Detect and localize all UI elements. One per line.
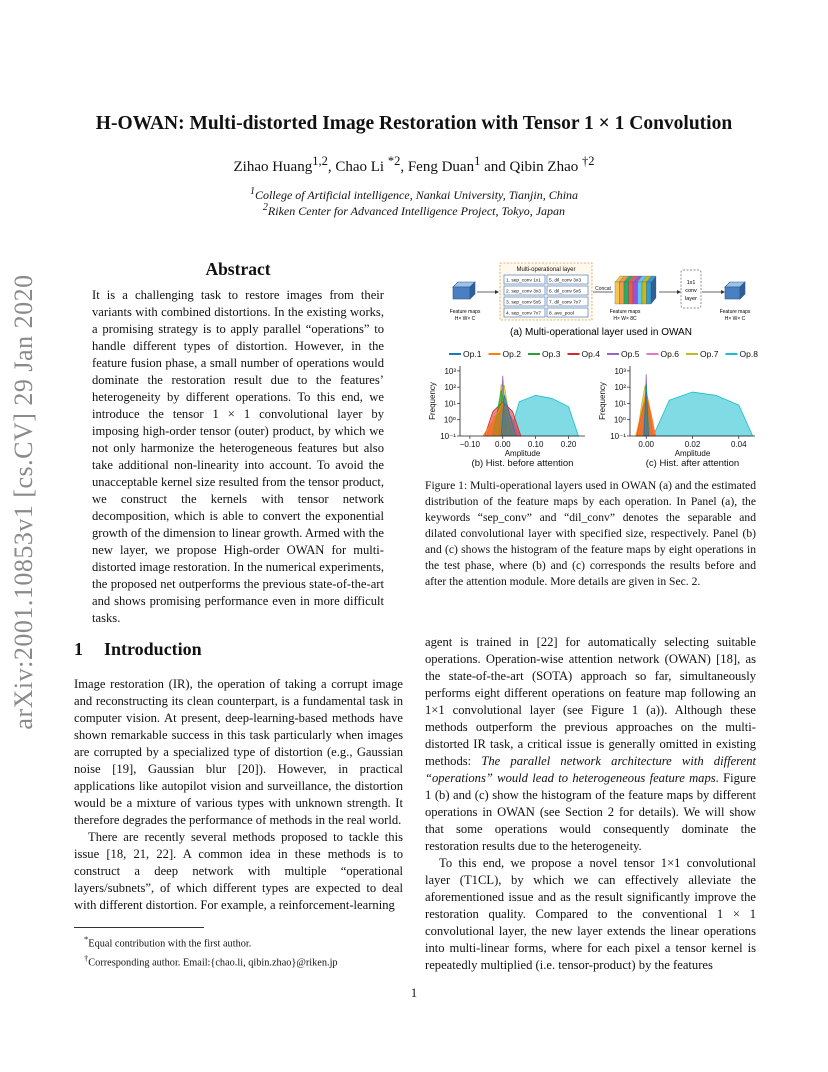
affiliation-text: Riken Center for Advanced Intelligence Project, Tokyo, Japan xyxy=(267,204,566,218)
x-tick-label: 0.02 xyxy=(684,440,701,449)
histogram-after-attention xyxy=(590,360,760,470)
footnote xyxy=(84,932,404,951)
footnote-text: Equal contribution with the first author. xyxy=(88,938,252,950)
author-list xyxy=(60,154,768,176)
chart-legend xyxy=(445,347,765,361)
intro-paragraph: Image restoration (IR), the operation of taking a corrupt image and reconstructing its clean counterpart, is a fundamental task in computer vision. At present, deep-learning-based methods have shown remarkable success in this task particularly when images are corrupted by a specialized type of distortion (e.g., Gaussian noise [19], Gaussian blur [20]). However, in practical applications like autopilot vision and surveillance, the distortion would be a mixture of various types with unknown strength. It therefore degrades the performance of methods in the real world. xyxy=(74,677,403,827)
op-label: 4. sep_conv 7x7 xyxy=(506,311,541,317)
intro-paragraph: There are recently several methods proposed to tackle this issue [18, 21, 22]. A common idea in these methods is to construct a deep network with multiple “operational layers/subnets”, of which different types are expected to deal with different distortion. For example, a reinforcement-learning xyxy=(74,830,403,912)
intro-emphasis: The parallel network architecture with different “operations” would lead to heterogeneous feature maps xyxy=(425,754,756,785)
feature-map-cube-right xyxy=(725,282,745,299)
footnote-rule xyxy=(74,927,204,928)
intro-left-column xyxy=(74,676,403,914)
y-tick-label: 10³ xyxy=(614,366,626,376)
y-tick-label: 10⁰ xyxy=(613,415,626,425)
op-label: 2. sep_conv 3x3 xyxy=(506,289,541,295)
subcaption-a: (a) Multi-operational layer used in OWAN xyxy=(510,327,692,338)
y-tick-label: 10³ xyxy=(444,366,456,376)
stack-slab xyxy=(647,282,652,304)
stack-slab xyxy=(642,282,647,304)
affiliation-sup: 2 xyxy=(262,202,268,213)
x-tick-label: 0.00 xyxy=(638,440,654,449)
footnotes xyxy=(84,932,404,971)
histogram-before-attention xyxy=(420,360,590,470)
x-tick-label: 0.10 xyxy=(527,440,544,449)
x-axis-label: Amplitude xyxy=(504,449,541,458)
op-label: 1. sep_conv 1x1 xyxy=(506,278,541,284)
author-sup: †2 xyxy=(582,154,595,168)
op-label: 7. dil_conv 7x7 xyxy=(549,300,581,306)
footnote-mark: * xyxy=(84,934,89,944)
author-name: Zihao Huang xyxy=(233,159,313,175)
feature-map-stack xyxy=(615,276,656,304)
page-number: 1 xyxy=(410,986,418,1000)
abstract-body xyxy=(92,287,384,627)
fm-label: Feature maps xyxy=(449,309,481,315)
y-axis-label: Frequency xyxy=(428,382,437,420)
x-tick-label: −0.10 xyxy=(459,440,480,449)
stack-slab xyxy=(624,282,629,304)
legend-label: Op.3 xyxy=(542,349,561,359)
intro-paragraph xyxy=(425,634,756,855)
footnote xyxy=(84,951,404,970)
legend-label: Op.1 xyxy=(463,349,482,359)
arxiv-id: arXiv:2001.10853v1 [cs.CV] 29 Jan 2020 xyxy=(9,274,38,730)
histogram-area xyxy=(653,392,753,436)
legend-label: Op.8 xyxy=(739,349,758,359)
x-tick-label: 0.04 xyxy=(731,440,747,449)
author-name: and Qibin Zhao xyxy=(480,159,582,175)
footnote-mark: † xyxy=(84,953,89,964)
affiliation-1 xyxy=(60,186,768,203)
feature-map-cube-left xyxy=(453,282,475,299)
histogram-area xyxy=(509,395,578,436)
conv-label: 1x1 xyxy=(686,280,696,286)
legend-label: Op.5 xyxy=(621,349,640,359)
affiliation-text: College of Artificial intelligence, Nankai University, Tianjin, China xyxy=(254,188,579,202)
legend-label: Op.4 xyxy=(581,349,600,359)
fm-label: H× W× C xyxy=(724,316,746,322)
fm-label: Feature maps xyxy=(719,309,751,315)
fm-label: H× W× 8C xyxy=(613,316,637,322)
op-label: 6. dil_conv 5x5 xyxy=(549,289,581,295)
x-tick-label: 0.00 xyxy=(494,440,511,449)
intro-text: . Figure 1 (b) and (c) show the histogram of the feature maps by different operations in OWAN (see Section 2 for details). We will show that some operations would consequently dominate the restoration results due to the heterogeneity. xyxy=(425,771,756,853)
arrow-head xyxy=(677,290,681,294)
affiliation-2 xyxy=(60,202,768,219)
stack-slab xyxy=(638,282,643,304)
chart-title: (b) Hist. before attention xyxy=(471,458,574,469)
intro-paragraph: To this end, we propose a novel tensor 1×1 convolutional layer (T1CL), by which we can effectively alleviate the aforementioned issue and as the result significantly improve the restoration quality. Compared to the conventional 1 × 1 convolutional layer, the new layer extends the linear operations into multi-linear forms, where for each pixel a tensor kernel is repeatedly multiplied (i.e. tensor-product) by the features xyxy=(425,856,756,972)
arxiv-stamp xyxy=(2,274,46,730)
legend-label: Op.2 xyxy=(502,349,521,359)
y-tick-label: 10¹ xyxy=(444,399,456,409)
y-tick-label: 10² xyxy=(614,383,626,393)
multi-op-title: Multi-operational layer xyxy=(516,267,576,273)
y-tick-label: 10² xyxy=(444,383,456,393)
arrow-head xyxy=(721,290,725,294)
concat-label: Concat xyxy=(595,286,611,292)
op-label: 5. dil_conv 3x3 xyxy=(549,278,581,284)
abstract-heading: Abstract xyxy=(205,259,271,279)
intro-text: agent is trained in [22] for automatically selecting suitable operations. Operation-wise attention network (OWAN) [18], as the state-of-the-art (SOTA) approach so far, simultaneously performs eight different operations on feature map following an 1×1 convolutional layer (see Figure 1 (a)). Although these methods outperform the previous approaches on the multi-distorted IR task, a critical issue is generally omitted in existing methods: xyxy=(425,635,756,768)
y-axis-label: Frequency xyxy=(598,382,607,420)
figure-caption: Figure 1: Multi-operational layers used in OWAN (a) and the estimated distribution of the feature maps by each operation. In Panel (a), the keywords “sep_conv” and “dil_conv” denotes the separable and dilated convolutional layer with specified size, respectively. Panel (b) and (c) shows the histogram of the feature maps by eight operations in the test phase, where (b) and (c) corresponds the results before and after the attention module. More details are given in Sec. 2. xyxy=(425,479,756,588)
stack-slab xyxy=(615,282,620,304)
paper-title: H-OWAN: Multi-distorted Image Restoration with Tensor 1 × 1 Convolution xyxy=(95,113,733,134)
author-sup: *2 xyxy=(387,154,401,168)
abstract-text: It is a challenging task to restore images from their variants with combined distortions. In the existing works, a promising strategy is to apply parallel “operations” to handle different types of distortion. However, in the feature fusion phase, a small number of operations would dominate the restoration result due to the features’ heterogeneity by different operations. To this end, we introduce the tensor 1 × 1 convolutional layer by imposing high-order tensor (outer) product, by which we not only harmonize the heterogeneous features but also take additional non-linearity into account. To avoid the unacceptable kernel size resulted from the tensor product, we construct the kernels with tensor network decomposition, which is able to convert the exponential growth of the dimension to linear growth. Armed with the new layer, we propose High-order OWAN for multi-distorted image restoration. In the numerical experiments, the proposed net outperforms the previous state-of-the-art and shows promising performance even in more difficult tasks. xyxy=(92,288,384,625)
fm-label: H× W× C xyxy=(454,316,476,322)
chart-title: (c) Hist. after attention xyxy=(645,458,740,469)
footnote-text: Corresponding author. Email:{chao.li, qibin.zhao}@riken.jp xyxy=(88,957,338,969)
affiliation-sup: 1 xyxy=(249,186,255,197)
conv-label: conv xyxy=(685,288,697,294)
x-axis-label: Amplitude xyxy=(674,449,711,458)
section-heading xyxy=(74,639,202,660)
x-tick-label: 0.20 xyxy=(560,440,577,449)
section-title: Introduction xyxy=(104,639,202,659)
intro-right-column xyxy=(425,634,756,974)
author-sup: 1 xyxy=(474,154,481,168)
y-tick-label: 10¹ xyxy=(614,399,626,409)
stack-slab xyxy=(620,282,625,304)
author-name: , Feng Duan xyxy=(400,159,475,175)
y-tick-label: 10⁻¹ xyxy=(440,432,456,441)
stack-slab xyxy=(633,282,638,304)
legend-label: Op.6 xyxy=(660,349,679,359)
author-sup: 1,2 xyxy=(312,154,328,168)
author-name: , Chao Li xyxy=(327,159,388,175)
y-tick-label: 10⁰ xyxy=(443,415,456,425)
stack-slab xyxy=(629,282,634,304)
figure-1a-diagram xyxy=(425,262,760,340)
fm-label: Feature maps xyxy=(609,309,641,315)
section-number: 1 xyxy=(74,639,83,659)
op-label: 3. sep_conv 5x5 xyxy=(506,300,541,306)
legend-label: Op.7 xyxy=(700,349,719,359)
y-tick-label: 10⁻¹ xyxy=(610,432,626,441)
conv-label: layer xyxy=(685,296,697,302)
op-label: 8. ave_pool xyxy=(549,311,574,317)
arrow-head xyxy=(495,290,499,294)
